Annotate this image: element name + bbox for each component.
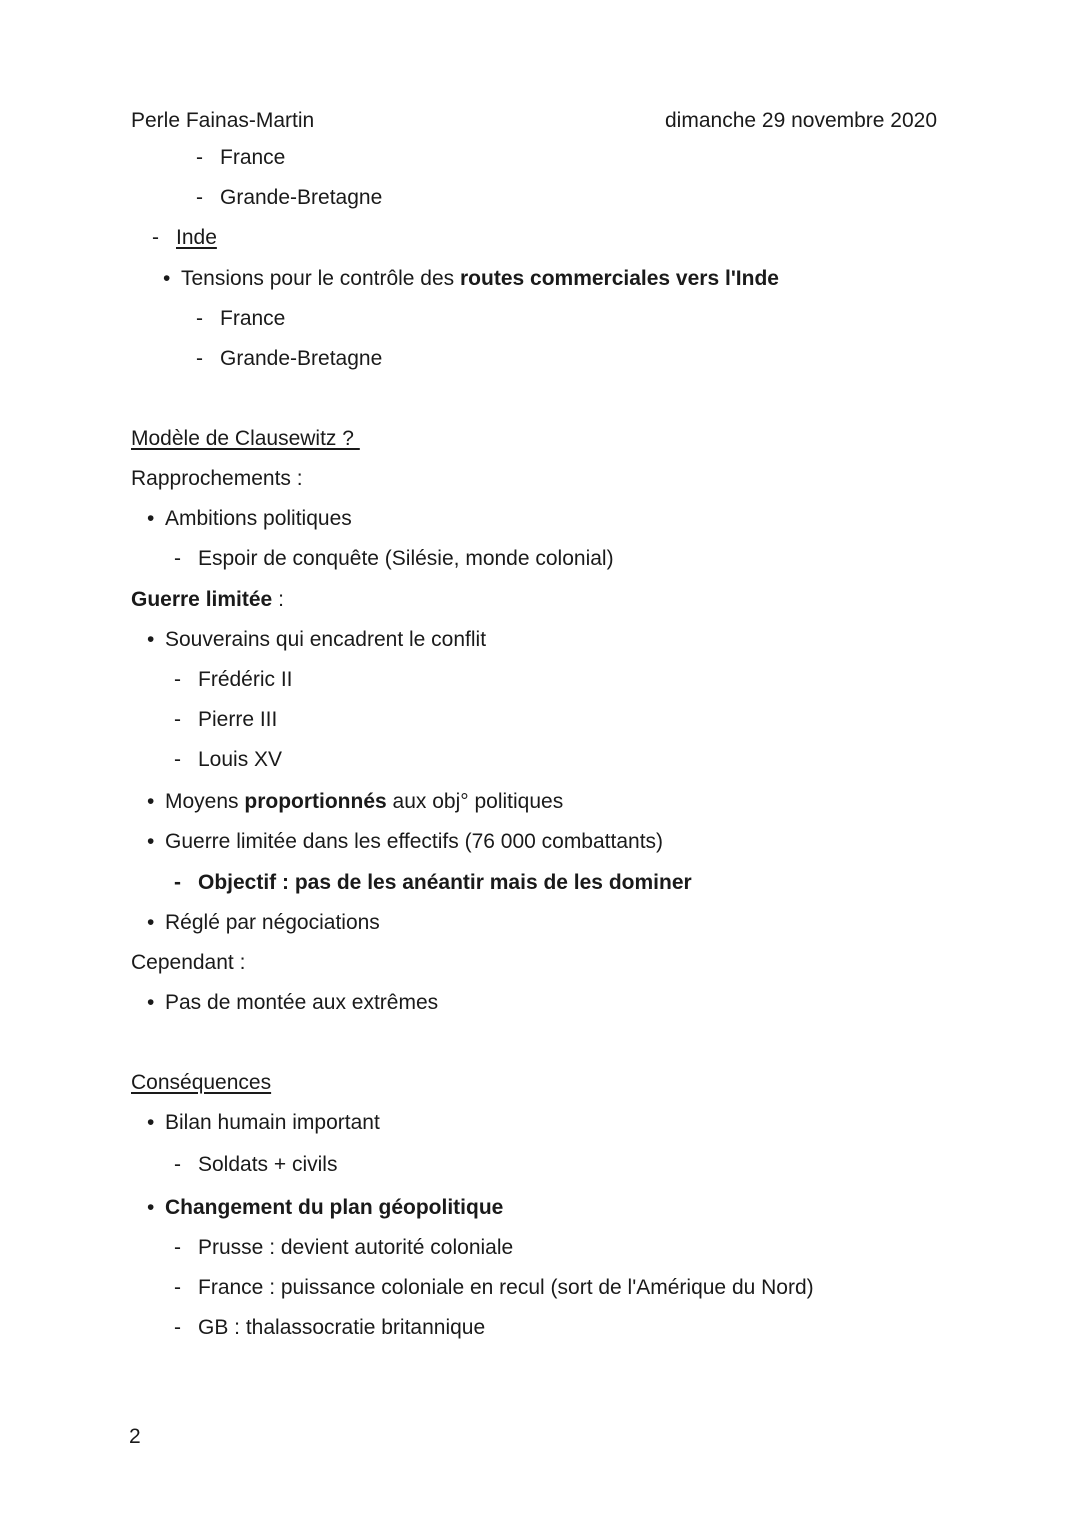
list-item: - Prusse : devient autorité coloniale [174,1236,514,1259]
list-item: - GB : thalassocratie britannique [174,1316,486,1339]
rapprochements-label: Rapprochements : [131,467,303,490]
page-number: 2 [129,1425,141,1448]
bullet-marker: • [147,507,155,530]
dash-marker: - [196,347,203,370]
list-item: - Pierre III [174,708,278,731]
inde-heading: Inde [176,226,217,249]
list-item: • Guerre limitée dans les effectifs (76 000 combattants) [147,830,664,853]
list-item: - Grande-Bretagne [196,347,383,370]
bullet-marker: • [147,911,155,934]
list-item: - Espoir de conquête (Silésie, monde colonial) [174,547,614,570]
clausewitz-heading: Modèle de Clausewitz ? [131,427,360,450]
bullet-marker: • [147,1196,155,1219]
list-item: • Bilan humain important [147,1111,380,1134]
dash-marker: - [152,226,159,249]
dash-marker: - [174,708,181,731]
list-item: • Pas de montée aux extrêmes [147,991,439,1014]
consequences-heading: Conséquences [131,1071,272,1094]
author-name: Perle Fainas-Martin [131,109,315,132]
bullet-marker: • [147,830,155,853]
dash-marker: - [174,1276,181,1299]
list-item: • Tensions pour le contrôle des routes commerciales vers l'Inde [163,267,779,290]
dash-marker: - [174,748,181,771]
list-item: - France : puissance coloniale en recul (sort de l'Amérique du Nord) [174,1276,814,1299]
list-item: • Ambitions politiques [147,507,352,530]
cependant-label: Cependant : [131,951,246,974]
dash-marker: - [174,1153,181,1176]
bullet-marker: • [147,790,155,813]
bullet-marker: • [163,267,171,290]
list-item: • Souverains qui encadrent le conflit [147,628,487,651]
list-item [152,225,217,251]
list-item: • Réglé par négociations [147,911,380,934]
bullet-marker: • [147,1111,155,1134]
list-item: - Objectif : pas de les anéantir mais de les dominer [174,871,692,894]
list-item: - Frédéric II [174,668,293,691]
list-item: - France [196,146,286,169]
dash-marker: - [174,871,181,894]
bullet-marker: • [147,991,155,1014]
list-item: - France [196,307,286,330]
list-item: • Changement du plan géopolitique [147,1196,504,1219]
dash-marker: - [174,1236,181,1259]
list-item: - Grande-Bretagne [196,186,383,209]
list-item: - Louis XV [174,748,283,771]
bullet-marker: • [147,628,155,651]
list-item: • Moyens proportionnés aux obj° politiques [147,790,564,813]
dash-marker: - [174,668,181,691]
dash-marker: - [196,146,203,169]
dash-marker: - [196,307,203,330]
list-item: - Soldats + civils [174,1153,338,1176]
guerre-limitee-label: Guerre limitée : [131,588,284,611]
dash-marker: - [196,186,203,209]
dash-marker: - [174,547,181,570]
document-date: dimanche 29 novembre 2020 [665,109,938,132]
dash-marker: - [174,1316,181,1339]
